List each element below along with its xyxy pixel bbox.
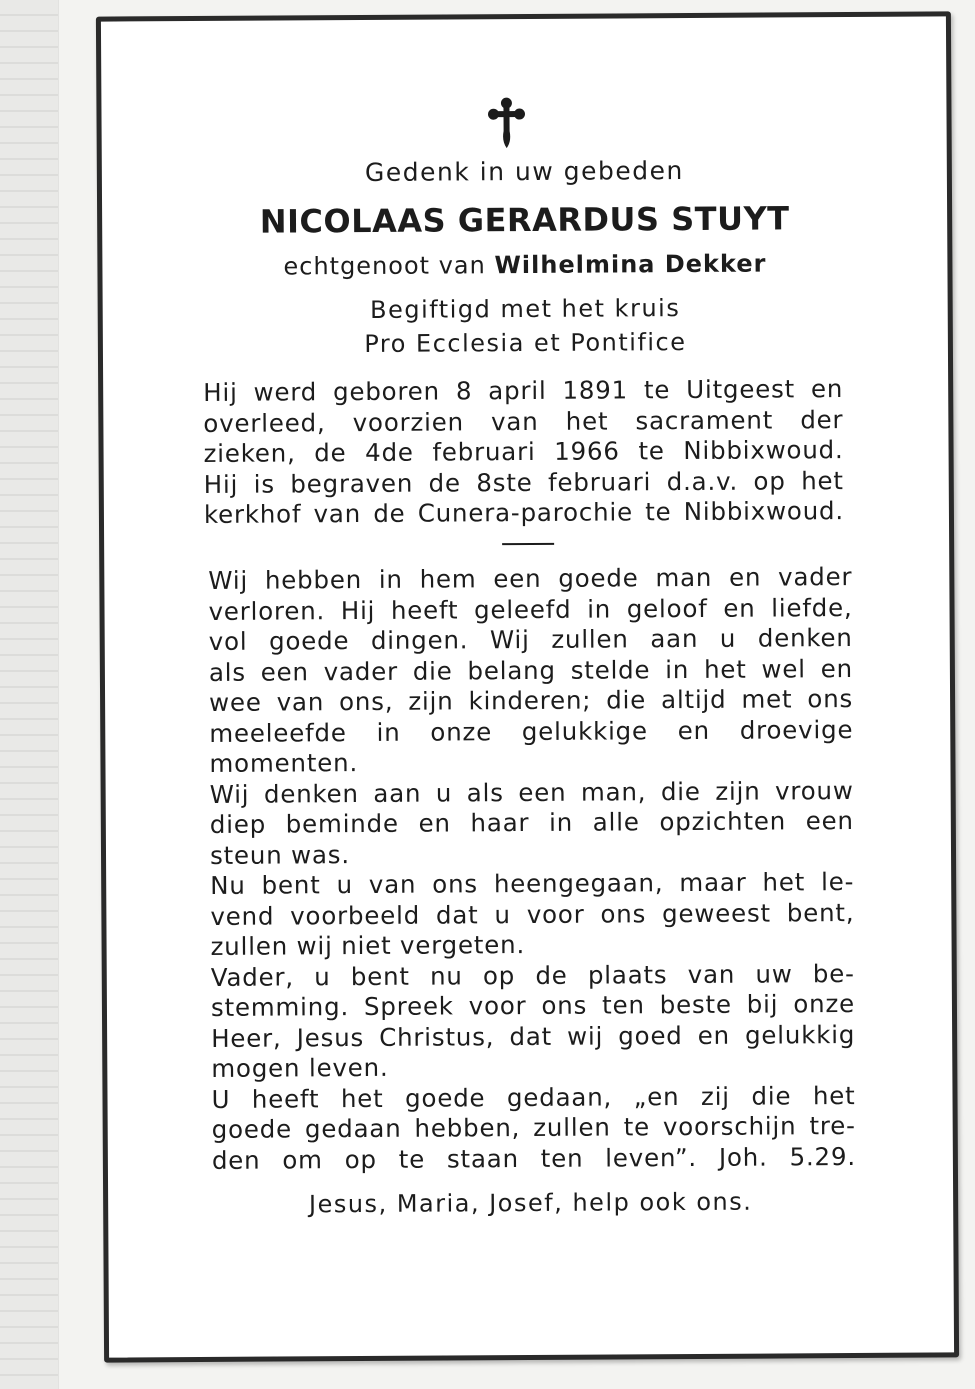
bio-line: Hij werd geboren 8 april 1891 te Uitgeest en	[203, 374, 844, 407]
tribute-line: stemming. Spreek voor ons ten beste bij onze	[210, 989, 856, 1022]
tribute-line: Heer, Jesus Christus, dat wij goed en gelukkig	[211, 1019, 856, 1053]
tribute-line: U heeft het goede gedaan, „en zij die het	[211, 1080, 856, 1114]
tribute-line: verloren. Hij heeft geleefd in geloof en liefde,	[208, 592, 853, 626]
tribute-line: Vader, u bent nu op de plaats van uw be-	[210, 958, 855, 992]
tribute-line: momenten.	[209, 748, 359, 778]
tribute-line: vol goede dingen. Wij zullen aan u denken	[208, 623, 853, 656]
opening-line: Gedenk in uw gebeden	[364, 156, 684, 187]
spouse-prefix: echtgenoot van	[283, 251, 486, 281]
card-content	[101, 16, 954, 1357]
deceased-name: NICOLAAS GERARDUS STUYT	[259, 199, 790, 241]
tribute-line: Wij denken aan u als een man, die zijn vrouw	[209, 775, 854, 809]
tribute-line: diep beminde en haar in alle opzichten een	[209, 806, 854, 839]
final-line-text: den om op te staan ten leven”.	[211, 1142, 698, 1175]
bio-line: kerkhof van de Cunera-parochie te Nibbixwoud.	[203, 496, 845, 529]
memorial-card	[96, 11, 959, 1362]
cross-icon	[487, 97, 525, 149]
sleeve-edge	[0, 0, 59, 1389]
divider-rule	[502, 543, 554, 545]
biography-paragraph	[203, 374, 844, 530]
bio-line: Hij is begraven de 8ste februari d.a.v. op het	[203, 465, 844, 499]
honour-line-2: Pro Ecclesia et Pontifice	[364, 328, 687, 358]
tribute-line: goede gedaan hebben, zullen te voorschijn tre-	[211, 1111, 856, 1144]
tribute-line: zullen wij niet vergeten.	[210, 930, 526, 961]
final-line	[212, 1142, 856, 1176]
closing-prayer: Jesus, Maria, Josef, help ook ons.	[308, 1187, 753, 1219]
honour-line-1: Begiftigd met het kruis	[370, 294, 681, 324]
spouse-line	[102, 248, 947, 281]
tribute-line: steun was.	[209, 839, 351, 870]
tribute-line: meeleefde in onze gelukkige en droevige	[209, 714, 854, 748]
tribute-line: vend voorbeeld dat u voor ons geweest bent,	[210, 897, 855, 931]
bio-line: zieken, de 4de februari 1966 te Nibbixwoud.	[203, 435, 844, 468]
bio-line: overleed, voorzien van het sacrament der	[203, 404, 844, 438]
tribute-line: als een vader die belang stelde in het wel en	[208, 653, 853, 687]
tribute-paragraph	[208, 562, 856, 1176]
tribute-line: mogen leven.	[211, 1052, 389, 1083]
spouse-name: Wilhelmina Dekker	[494, 249, 767, 280]
tribute-line: wee van ons, zijn kinderen; die altijd met ons	[208, 684, 854, 717]
tribute-line: Wij hebben in hem een goede man en vader	[208, 562, 853, 595]
scripture-reference: Joh. 5.29.	[718, 1141, 856, 1172]
tribute-line: Nu bent u van ons heengegaan, maar het le-	[210, 867, 855, 900]
